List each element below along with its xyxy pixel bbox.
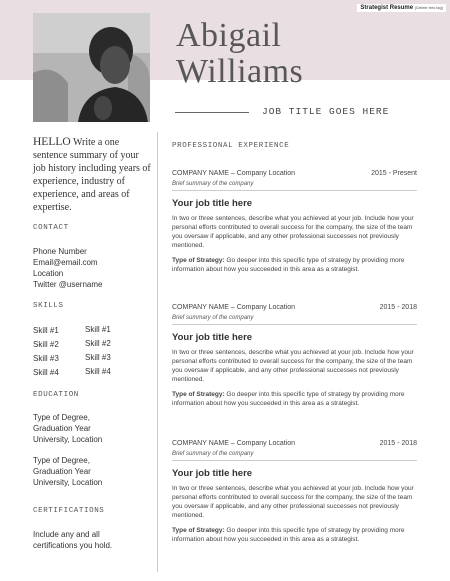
strategy-text: Go deeper into this specific type of strategy by providing more information about how you succeeded in this area as a strategist. <box>172 391 405 407</box>
summary <box>33 136 151 214</box>
contact-heading: CONTACT <box>33 224 69 232</box>
entry-strategy <box>172 390 417 408</box>
entry-header <box>172 170 417 180</box>
entry-strategy <box>172 256 417 274</box>
profile-photo <box>33 13 150 122</box>
contact-phone: Phone Number <box>33 247 87 256</box>
entry-rule <box>172 324 417 325</box>
contact-email: Email@email.com <box>33 258 98 267</box>
strategy-text: Go deeper into this specific type of strategy by providing more information about how you succeeded in this area as a strategist. <box>172 527 405 543</box>
employment-dates: 2015 - Present <box>371 170 417 177</box>
contact-details <box>33 246 102 290</box>
education-school: University, Location <box>33 478 103 487</box>
skill-item: Skill #4 <box>33 368 59 377</box>
education-heading: EDUCATION <box>33 391 79 399</box>
education-school: University, Location <box>33 435 103 444</box>
strategy-label: Type of Strategy: <box>172 391 225 398</box>
entry-description: In two or three sentences, describe what you achieved at your job. Include how your personal efforts contributed to overall success for the company, the size of the team you oversaw if applicable, and any other professional successes not previously mentioned. <box>172 349 414 383</box>
entry-job-title: Your job title here <box>172 198 253 209</box>
job-title-rule <box>175 112 249 113</box>
summary-text: Write a one sentence summary of your job history including years of experience, industry of experience, and areas of expertise. <box>33 137 151 213</box>
template-tag-label: Strategist Resume <box>360 5 414 11</box>
experience-heading: PROFESSIONAL EXPERIENCE <box>172 142 290 150</box>
summary-hello: HELLO <box>33 136 71 148</box>
certifications-line1: Include any and all <box>33 530 100 539</box>
skills-heading: SKILLS <box>33 302 64 310</box>
company-name: COMPANY NAME – Company Location <box>172 170 296 177</box>
education-year: Graduation Year <box>33 424 91 433</box>
employment-dates: 2015 - 2018 <box>379 440 417 447</box>
entry-header <box>172 440 417 450</box>
entry-strategy <box>172 526 417 544</box>
experience-entry <box>172 170 417 274</box>
skill-item: Skill #3 <box>85 353 111 362</box>
last-name: Williams <box>176 53 304 90</box>
employment-dates: 2015 - 2018 <box>379 304 417 311</box>
skill-item: Skill #4 <box>85 367 111 376</box>
education-entry <box>33 412 102 445</box>
certifications-line2: certifications you hold. <box>33 541 113 550</box>
company-name: COMPANY NAME – Company Location <box>172 304 296 311</box>
profile-photo-image <box>33 13 150 122</box>
job-title: JOB TITLE GOES HERE <box>262 106 390 117</box>
certifications-heading: CERTIFICATIONS <box>33 507 105 515</box>
skill-item: Skill #1 <box>85 325 111 334</box>
experience-entry <box>172 440 417 544</box>
entry-job-title: Your job title here <box>172 468 253 479</box>
certifications-text <box>33 529 112 551</box>
education-degree: Type of Degree, <box>33 456 90 465</box>
entry-rule <box>172 460 417 461</box>
entry-job-title: Your job title here <box>172 332 253 343</box>
entry-description: In two or three sentences, describe what you achieved at your job. Include how your personal efforts contributed to overall success for the company, the size of the team you oversaw if applicable, and any other professional successes not previously mentioned. <box>172 215 414 249</box>
education-entry <box>33 455 102 488</box>
skill-item: Skill #1 <box>33 326 59 335</box>
template-tag <box>357 4 446 12</box>
column-divider <box>157 132 158 572</box>
left-column <box>33 136 151 214</box>
company-summary: Brief summary of the company <box>172 181 254 187</box>
template-tag-note: (Delete this tag) <box>414 5 443 10</box>
strategy-label: Type of Strategy: <box>172 257 225 264</box>
skill-item: Skill #2 <box>33 340 59 349</box>
entry-header <box>172 304 417 314</box>
strategy-label: Type of Strategy: <box>172 527 225 534</box>
company-summary: Brief summary of the company <box>172 451 254 457</box>
candidate-name <box>176 18 303 90</box>
strategy-text: Go deeper into this specific type of strategy by providing more information about how you succeeded in this area as a strategist. <box>172 257 405 273</box>
company-summary: Brief summary of the company <box>172 315 254 321</box>
education-degree: Type of Degree, <box>33 413 90 422</box>
education-year: Graduation Year <box>33 467 91 476</box>
first-name: Abigail <box>176 17 282 54</box>
contact-location: Location <box>33 269 64 278</box>
company-name: COMPANY NAME – Company Location <box>172 440 296 447</box>
skill-item: Skill #3 <box>33 354 59 363</box>
entry-description: In two or three sentences, describe what you achieved at your job. Include how your personal efforts contributed to overall success for the company, the size of the team you oversaw if applicable, and any other professional successes not previously mentioned. <box>172 485 414 519</box>
skill-item: Skill #2 <box>85 339 111 348</box>
entry-rule <box>172 190 417 191</box>
contact-twitter: Twitter @username <box>33 280 103 289</box>
experience-entry <box>172 304 417 408</box>
